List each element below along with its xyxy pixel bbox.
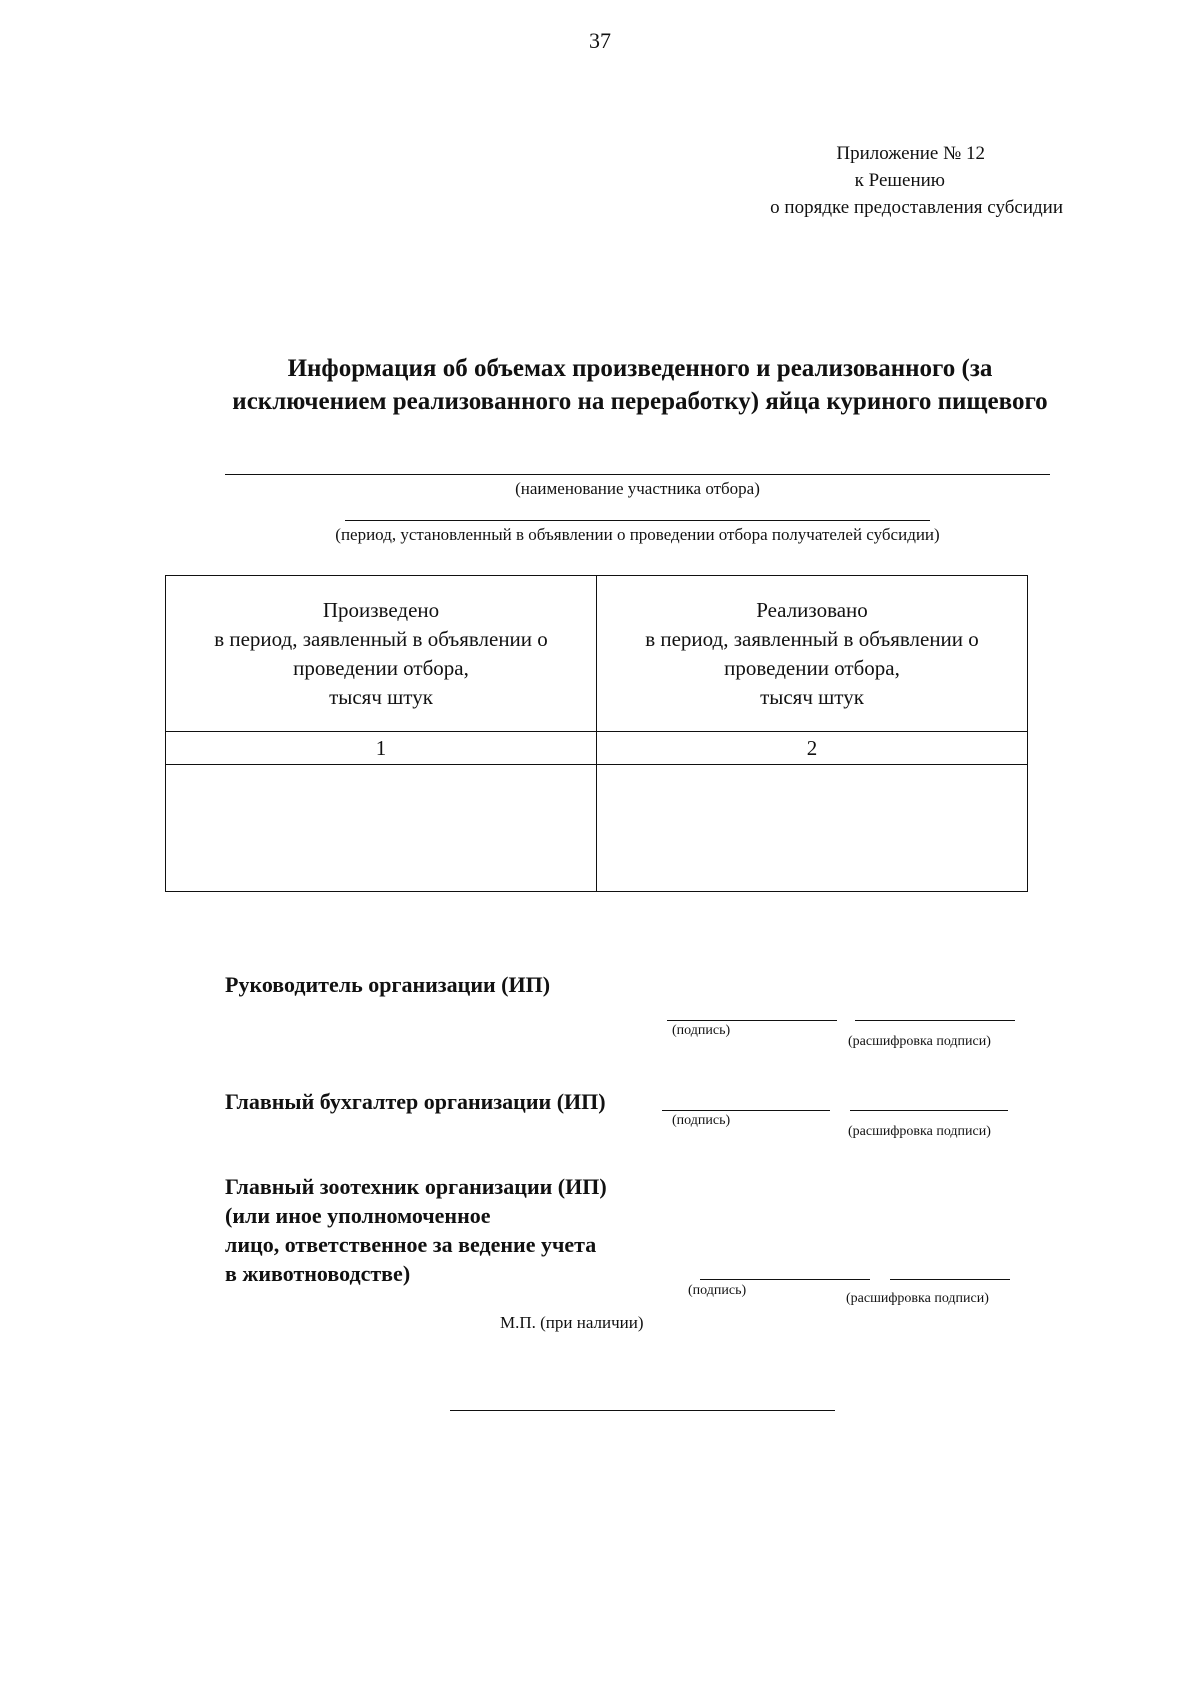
title-line-1: Информация об объемах произведенного и реализованного (за [287,355,993,382]
appendix-header [563,140,1063,221]
accountant-decoding-line[interactable] [850,1110,1008,1111]
head-signature-label: Руководитель организации (ИП) [225,972,551,997]
sold-value-cell[interactable] [597,765,1028,892]
accountant-decoding-caption: (расшифровка подписи) [848,1124,991,1139]
stamp-note: М.П. (при наличии) [500,1313,644,1332]
zootechnician-signature-line[interactable] [700,1279,870,1280]
zootechnician-decoding-caption: (расшифровка подписи) [846,1291,989,1306]
page-number: 37 [589,28,611,53]
zootechnician-signature-caption: (подпись) [688,1283,747,1298]
period-caption: (период, установленный в объявлении о проведении отбора получателей субсидии) [335,525,940,544]
accountant-signature-caption: (подпись) [672,1113,731,1128]
zootechnician-decoding-line[interactable] [890,1279,1010,1280]
title-line-2: исключением реализованного на переработку) яйца куриного пищевого [232,388,1048,415]
head-signature-line[interactable] [667,1020,837,1021]
table-header-row [166,576,1028,732]
closing-separator [450,1410,835,1411]
column-number-2: 2 [597,732,1028,765]
produced-value-cell[interactable] [166,765,597,892]
participant-name-line[interactable] [225,474,1050,475]
accountant-signature-line[interactable] [662,1110,830,1111]
column-header-produced: Произведено в период, заявленный в объявлении о проведении отбора, тысяч штук [166,576,597,732]
appendix-line-1: Приложение № 12 [836,143,985,164]
period-line[interactable] [345,520,930,521]
appendix-line-2: к Решению [854,170,945,191]
head-decoding-line[interactable] [855,1020,1015,1021]
head-decoding-caption: (расшифровка подписи) [848,1034,991,1049]
participant-caption: (наименование участника отбора) [515,479,760,498]
accountant-signature-label: Главный бухгалтер организации (ИП) [225,1089,606,1114]
column-header-sold: Реализовано в период, заявленный в объявлении о проведении отбора, тысяч штук [597,576,1028,732]
column-number-1: 1 [166,732,597,765]
appendix-line-3: о порядке предоставления субсидии [770,197,1063,218]
volumes-table [165,575,1028,892]
document-title [100,352,1180,418]
head-signature-caption: (подпись) [672,1023,731,1038]
column-number-row [166,732,1028,765]
zootechnician-signature-label: Главный зоотехник организации (ИП) (или иное уполномоченное лицо, ответственное за ведение учета в животноводстве) [225,1174,607,1286]
table-data-row [166,765,1028,892]
